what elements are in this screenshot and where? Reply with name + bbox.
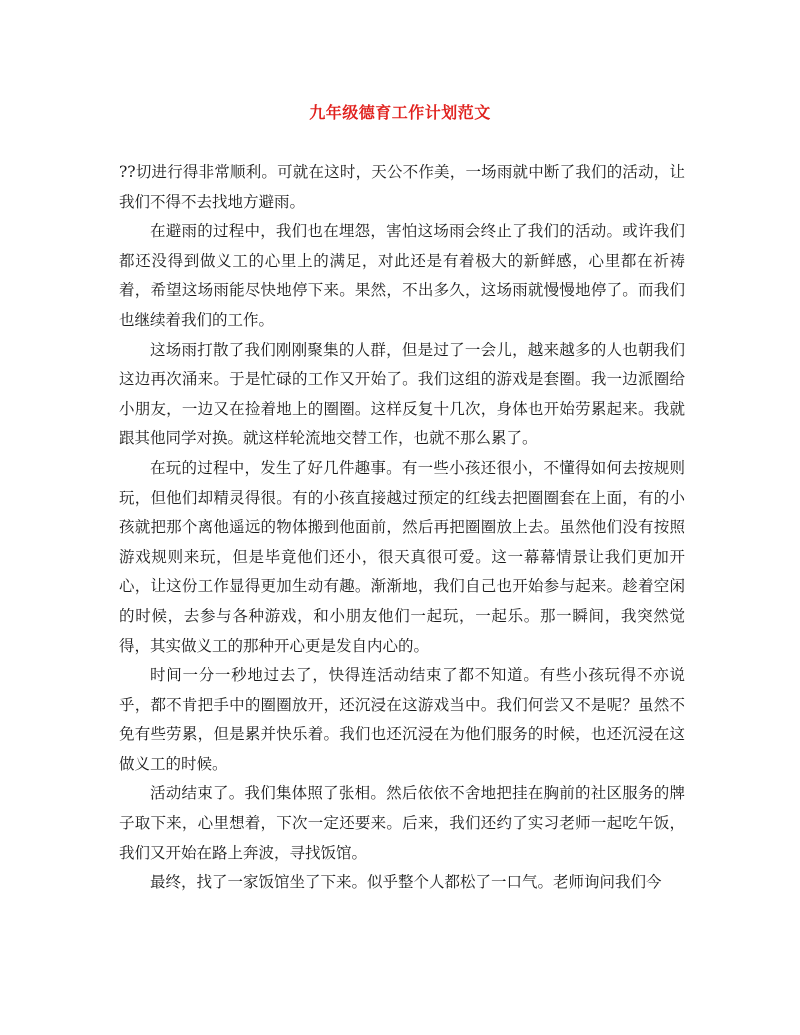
document-title: 九年级德育工作计划范文 [309,103,491,122]
paragraph: 最终，找了一家饭馆坐了下来。似乎整个人都松了一口气。老师询问我们今 [150,873,662,892]
paragraph: ??切进行得非常顺利。可就在这时，天公不作美，一场雨就中断了我们的活动，让我们不得不去找地方避雨。 [119,163,685,211]
paragraph: 时间一分一秒地过去了，快得连活动结束了都不知道。有些小孩玩得不亦说乎，都不肯把手中的圈圈放开，还沉浸在这游戏当中。我们何尝又不是呢？虽然不免有些劳累，但是累并快乐着。我们也还沉浸在为他们服务的时候，也还沉浸在这做义工的时候。 [119,666,685,773]
paragraph: 在玩的过程中，发生了好几件趣事。有一些小孩还很小，不懂得如何去按规则玩，但他们却精灵得很。有的小孩直接越过预定的红线去把圈圈套在上面，有的小孩就把那个离他遥远的物体搬到他面前，然后再把圈圈放上去。虽然他们没有按照游戏规则来玩，但是毕竟他们还小，很天真很可爱。这一幕幕情景让我们更加开心，让这份工作显得更加生动有趣。渐渐地，我们自己也开始参与起来。趁着空闲的时候，去参与各种游戏，和小朋友他们一起玩，一起乐。那一瞬间，我突然觉得，其实做义工的那种开心更是发自内心的。 [119,458,685,655]
paragraph: 这场雨打散了我们刚刚聚集的人群，但是过了一会儿，越来越多的人也朝我们这边再次涌来。于是忙碌的工作又开始了。我们这组的游戏是套圈。我一边派圈给小朋友，一边又在捡着地上的圈圈。这样反复十几次，身体也开始劳累起来。我就跟其他同学对换。就这样轮流地交替工作，也就不那么累了。 [119,340,685,448]
paragraph: 活动结束了。我们集体照了张相。然后依依不舍地把挂在胸前的社区服务的牌子取下来，心里想着，下次一定还要来。后来，我们还约了实习老师一起吃午饭，我们又开始在路上奔波，寻找饭馆。 [119,784,685,862]
document-body [119,158,685,898]
paragraph: 在避雨的过程中，我们也在埋怨，害怕这场雨会终止了我们的活动。或许我们都还没得到做义工的心里上的满足，对此还是有着极大的新鲜感，心里都在祈祷着，希望这场雨能尽快地停下来。果然，不出多久，这场雨就慢慢地停了。而我们也继续着我们的工作。 [119,222,685,329]
